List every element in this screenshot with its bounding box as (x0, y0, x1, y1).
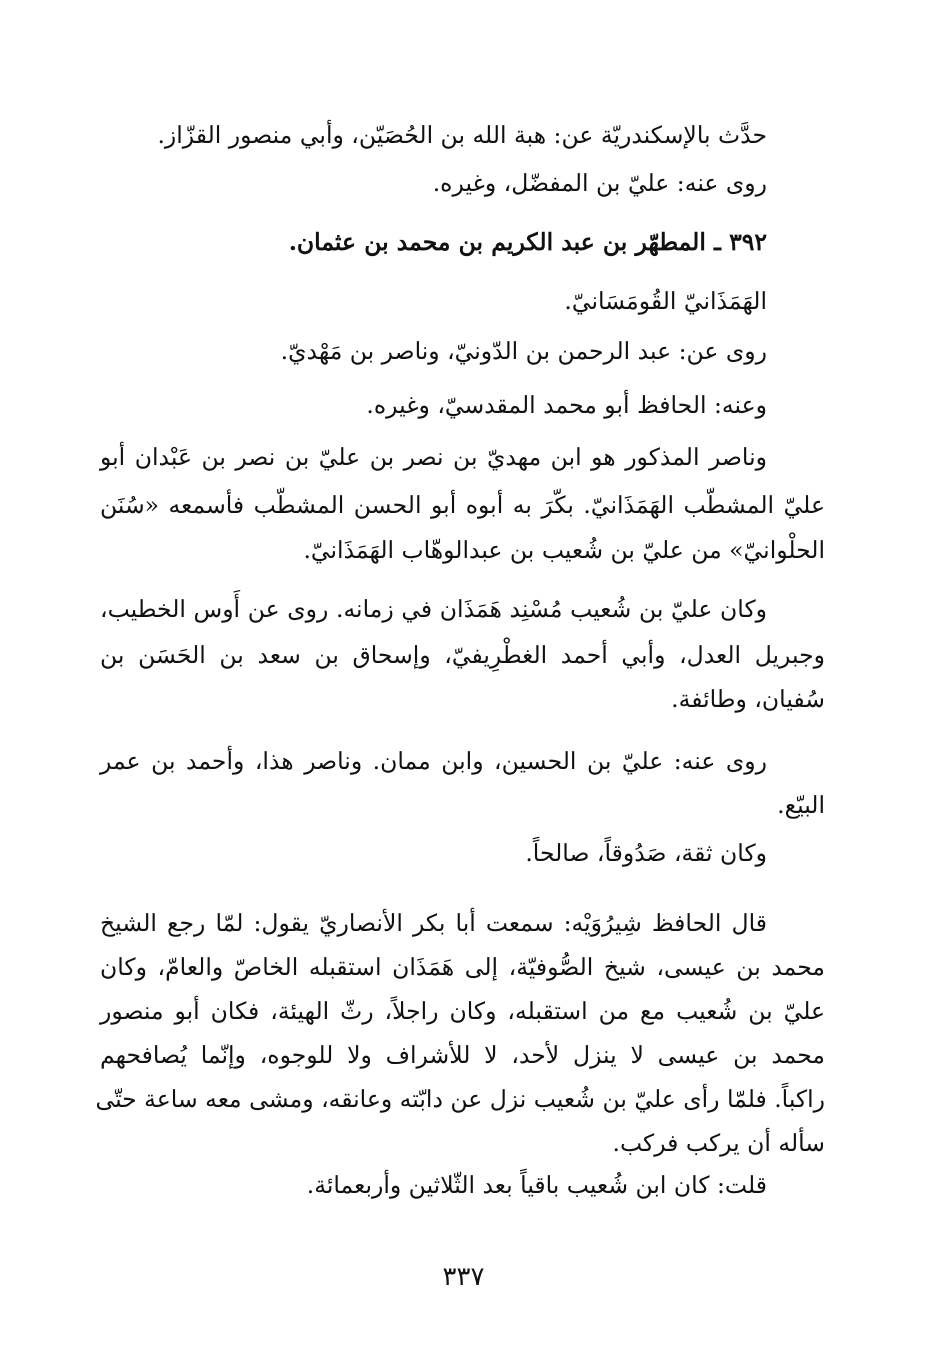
page-number: ٣٣٧ (442, 1262, 485, 1292)
text-line: محمد بن عيسى، شيخ الصُّوفيّة، إلى هَمَذَان استقبله الخاصّ والعامّ، وكان (100, 953, 825, 981)
text-line: عليّ المشطّب الهَمَذَانيّ. بكّرَ به أبوه أبو الحسن المشطّب فأسمعه «سُنَن (100, 491, 825, 519)
text-line: روى عنه: عليّ بن الحسين، وابن ممان. وناصر هذا، وأحمد بن عمر (100, 747, 767, 775)
text-line: وجبريل العدل، وأبي أحمد الغطْرِيفيّ، وإسحاق بن سعد بن الحَسَن بن (100, 641, 825, 669)
page-body (95, 118, 825, 1258)
text-line: روى عن: عبد الرحمن بن الدّونيّ، وناصر بن مَهْديّ. (280, 337, 767, 365)
text-line: حدَّث بالإسكندريّة عن: هبة الله بن الحُصَيّن، وأبي منصور القزّاز. (157, 121, 767, 149)
text-line: راكباً. فلمّا رأى عليّ بن شُعيب نزل عن دابّته وعانقه، ومشى معه ساعة حتّى (95, 1085, 825, 1113)
text-line: عليّ بن شُعيب مع من استقبله، وكان راجلاً، رثّ الهيئة، فكان أبو منصور (100, 997, 825, 1025)
text-line: الحلْوانيّ» من عليّ بن شُعيب بن عبدالوهّاب الهَمَذَانيّ. (303, 536, 825, 564)
text-line: وكان عليّ بن شُعيب مُسْنِد هَمَذَان في زمانه. روى عن أَوس الخطيب، (100, 595, 767, 623)
text-line: سُفيان، وطائفة. (671, 685, 825, 713)
text-line: قلت: كان ابن شُعيب باقياً بعد الثّلاثين وأربعمائة. (306, 1171, 767, 1199)
text-line: وعنه: الحافظ أبو محمد المقدسيّ، وغيره. (366, 391, 767, 419)
text-line: وناصر المذكور هو ابن مهديّ بن نصر بن عليّ بن نصر بن عَبْدان أبو (100, 443, 767, 471)
text-line: الهَمَذَانيّ القُومَسَانيّ. (564, 287, 767, 315)
text-line: البيّع. (777, 791, 825, 819)
text-line: روى عنه: عليّ بن المفضّل، وغيره. (432, 169, 767, 197)
text-line: محمد بن عيسى لا ينزل لأحد، لا للأشراف ولا للوجوه، وإنّما يُصافحهم (100, 1041, 825, 1069)
text-line: وكان ثقة، صَدُوقاً، صالحاً. (525, 839, 767, 867)
entry-heading: ٣٩٢ ـ المطهّر بن عبد الكريم بن محمد بن عثمان. (288, 228, 767, 256)
text-line: قال الحافظ شِيرُوَيْه: سمعت أبا بكر الأنصاريّ يقول: لمّا رجع الشيخ (100, 909, 767, 937)
text-line: سأله أن يركب فركب. (612, 1129, 825, 1157)
